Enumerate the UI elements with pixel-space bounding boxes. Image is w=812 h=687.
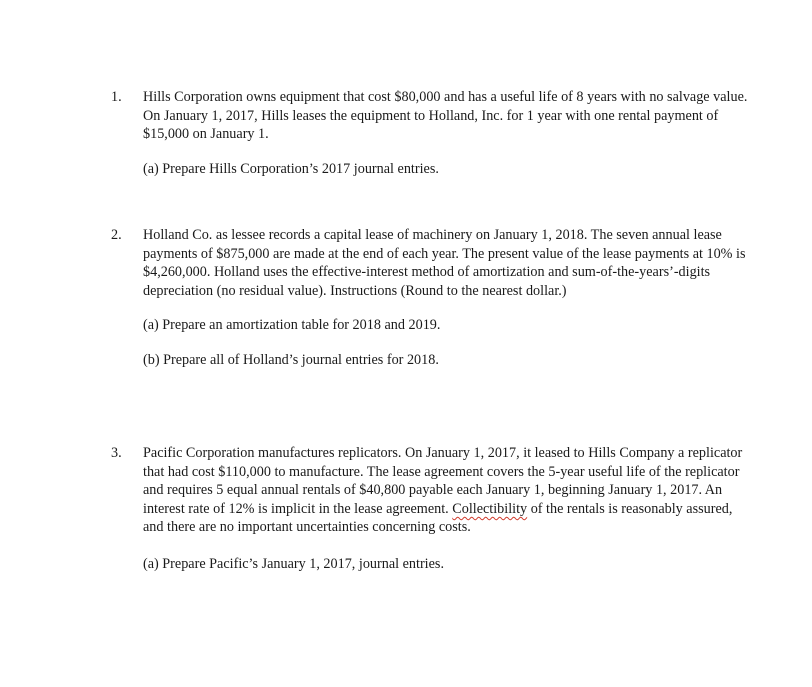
question-part-a: (a) Prepare an amortization table for 2018 and 2019. — [143, 317, 441, 334]
question-number: 3. — [111, 445, 122, 461]
question-text — [143, 444, 753, 537]
question-3 — [111, 444, 751, 574]
question-part-a: (a) Prepare Pacific’s January 1, 2017, journal entries. — [143, 555, 444, 572]
question-body — [143, 226, 753, 370]
question-number: 2. — [111, 227, 122, 243]
question-body — [143, 444, 753, 574]
question-text: Holland Co. as lessee records a capital lease of machinery on January 1, 2018. The seven annual lease payments of $875,000 are made at the end of each year. The present value of the lease payments at 10% is $4,260,000. Holland uses the effective-interest method of amortization and sum-of-the-years’-digits depreciation (no residual value). Instructions (Round to the nearest dollar.) — [143, 227, 746, 299]
question-2 — [111, 226, 751, 370]
question-text-start: Pacific Corporation manufactures replicators. On January 1, 2017, it leased to Hills Company a replicator that had cost $110,000 to manufacture. The lease agreement covers the 5-year useful life of the replicator and requires 5 equal annual rentals of $40,800 payable each January 1, beginning January 1, 2017. An interest rate of 12% is implicit in the lease agreement. — [143, 445, 743, 517]
question-part-a: (a) Prepare Hills Corporation’s 2017 journal entries. — [143, 160, 439, 177]
question-text-end: of the rentals is reasonably assured, and there are no important uncertainties concerning costs. — [143, 500, 733, 536]
question-part-b: (b) Prepare all of Holland’s journal entries for 2018. — [143, 351, 439, 368]
spellcheck-flagged-word[interactable]: Collectibility — [452, 500, 528, 517]
question-number: 1. — [111, 89, 122, 105]
question-body — [143, 88, 753, 178]
question-text: Hills Corporation owns equipment that cost $80,000 and has a useful life of 8 years with no salvage value. On January 1, 2017, Hills leases the equipment to Holland, Inc. for 1 year with one rental payment of $15,000 on January 1. — [143, 89, 748, 143]
question-1 — [111, 88, 751, 178]
